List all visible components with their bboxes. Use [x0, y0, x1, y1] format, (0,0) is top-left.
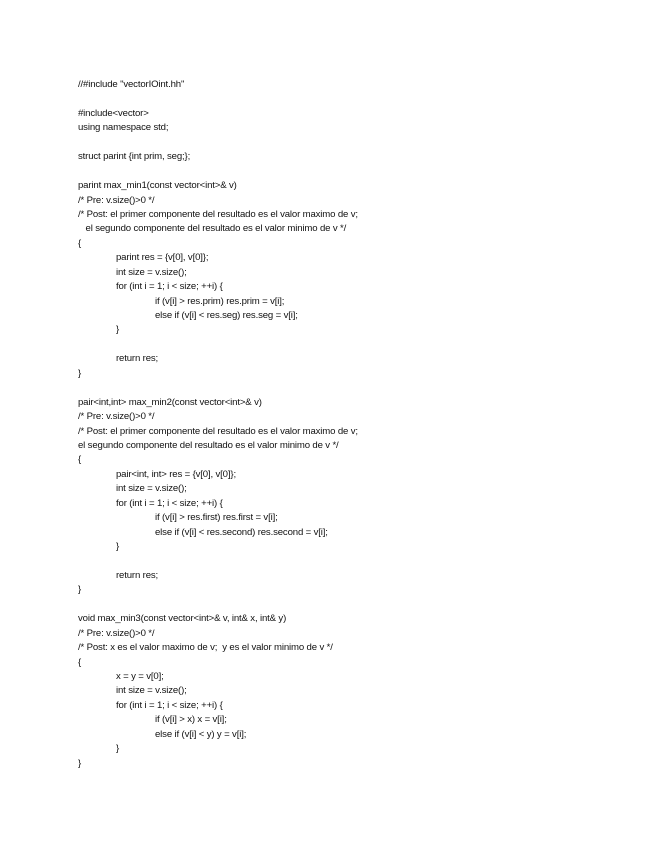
blank-line	[78, 381, 358, 395]
code-line: /* Post: el primer componente del resultado es el valor maximo de v;	[78, 208, 358, 220]
code-line: }	[78, 757, 82, 769]
code-line: }	[78, 584, 82, 596]
code-line: /* Post: x es el valor maximo de v; y es el valor minimo de v */	[78, 642, 333, 654]
code-line: int size = v.size();	[116, 685, 187, 697]
blank-line	[78, 338, 358, 352]
code-line: /* Pre: v.size()>0 */	[78, 627, 155, 639]
code-line: else if (v[i] < y) y = v[i];	[155, 728, 247, 740]
code-line: #include<vector>	[78, 107, 149, 119]
code-line: pair<int, int> res = {v[0], v[0]};	[116, 468, 236, 480]
code-line: el segundo componente del resultado es el valor minimo de v */	[78, 439, 339, 451]
code-line: if (v[i] > res.prim) res.prim = v[i];	[155, 295, 285, 307]
code-line: for (int i = 1; i < size; ++i) {	[116, 497, 223, 509]
code-line: struct parint {int prim, seg;};	[78, 151, 191, 163]
blank-line	[78, 554, 358, 568]
code-line: el segundo componente del resultado es el valor minimo de v */	[78, 223, 347, 235]
code-line: {	[78, 237, 82, 249]
code-line: //#include "vectorIOint.hh"	[78, 79, 185, 90]
code-line: using namespace std;	[78, 122, 169, 134]
code-line: void max_min3(const vector<int>& v, int& x, int& y)	[78, 613, 287, 625]
code-line: /* Pre: v.size()>0 */	[78, 194, 155, 206]
blank-line	[78, 92, 358, 106]
code-line: return res;	[116, 569, 159, 581]
code-line: for (int i = 1; i < size; ++i) {	[116, 699, 223, 711]
code-line: else if (v[i] < res.second) res.second = v[i];	[155, 526, 328, 538]
code-listing	[78, 78, 358, 771]
code-line: if (v[i] > res.first) res.first = v[i];	[155, 512, 278, 524]
code-line: {	[78, 656, 82, 668]
code-line: int size = v.size();	[116, 266, 187, 278]
code-line: }	[116, 541, 120, 552]
code-line: /* Pre: v.size()>0 */	[78, 411, 155, 423]
code-line: }	[116, 324, 120, 336]
code-line: pair<int,int> max_min2(const vector<int>& v)	[78, 396, 262, 408]
code-line: parint max_min1(const vector<int>& v)	[78, 180, 237, 192]
code-line: parint res = {v[0], v[0]};	[116, 252, 209, 264]
code-line: return res;	[116, 353, 159, 365]
code-line: for (int i = 1; i < size; ++i) {	[116, 281, 223, 293]
code-line: x = y = v[0];	[116, 670, 164, 682]
code-line: }	[116, 743, 120, 755]
blank-line	[78, 598, 358, 612]
code-line: else if (v[i] < res.seg) res.seg = v[i];	[155, 310, 298, 321]
code-line: }	[78, 367, 82, 379]
blank-line	[78, 136, 358, 150]
blank-line	[78, 165, 358, 179]
code-line: if (v[i] > x) x = v[i];	[155, 714, 227, 726]
code-line: /* Post: el primer componente del resultado es el valor maximo de v;	[78, 425, 358, 437]
code-line: {	[78, 454, 82, 466]
code-line: int size = v.size();	[116, 483, 187, 495]
